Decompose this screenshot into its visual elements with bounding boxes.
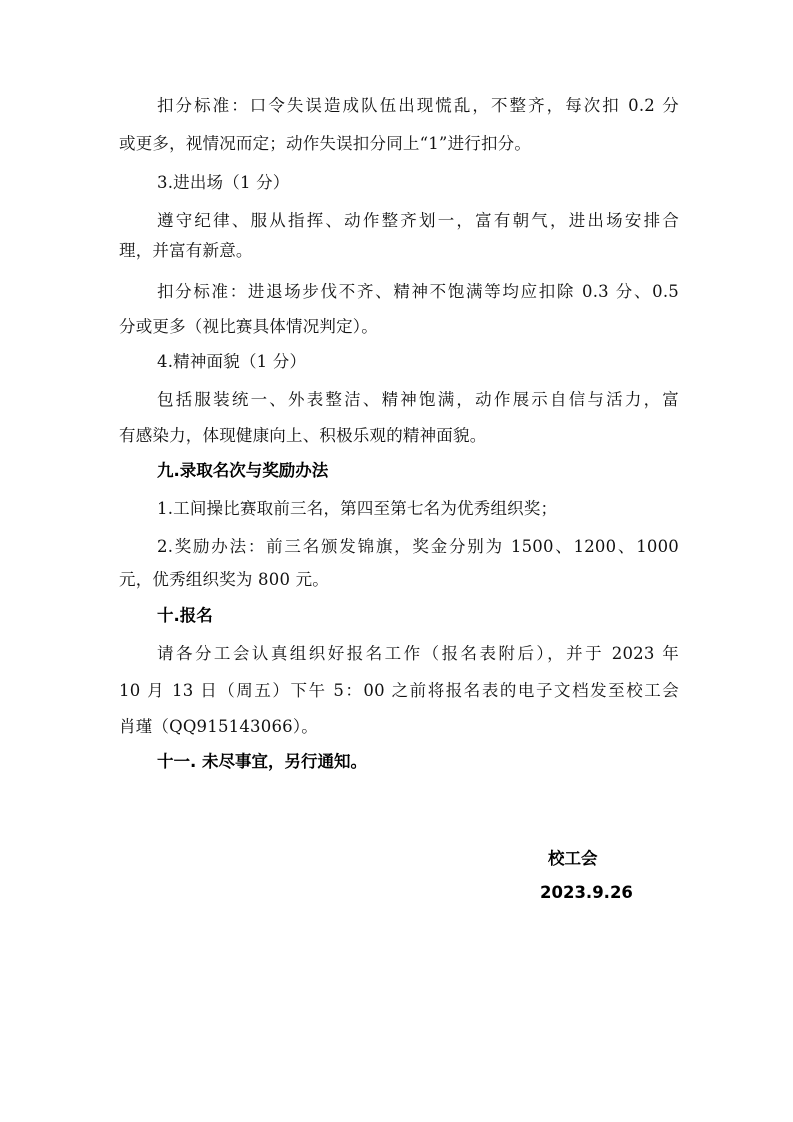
deduction-standard-line-2: 或更多，视情况而定；动作失误扣分同上“1”进行扣分。 xyxy=(119,134,532,153)
ranking-line: 1.工间操比赛取前三名，第四至第七名为优秀组织奖； xyxy=(157,499,558,518)
section-entry-exit-title: 3.进出场（1 分） xyxy=(157,173,290,192)
entry-exit-deduction-line-1: 扣分标准：进退场步伐不齐、精神不饱满等均应扣除 0.3 分、0.5 xyxy=(157,282,679,301)
heading-ranking-rewards: 九.录取名次与奖励办法 xyxy=(157,461,329,480)
reward-line-1: 2.奖励办法：前三名颁发锦旗，奖金分别为 1500、1200、1000 xyxy=(157,537,679,556)
registration-line-2: 10 月 13 日（周五）下午 5：00 之前将报名表的电子文档发至校工会 xyxy=(119,681,679,700)
signature-organization: 校工会 xyxy=(548,849,598,868)
entry-exit-description-line-1: 遵守纪律、服从指挥、动作整齐划一，富有朝气，进出场安排合 xyxy=(157,211,679,230)
heading-registration: 十.报名 xyxy=(157,606,213,625)
heading-other-matters: 十一. 未尽事宜，另行通知。 xyxy=(157,752,368,771)
registration-line-1: 请各分工会认真组织好报名工作（报名表附后），并于 2023 年 xyxy=(157,644,679,663)
entry-exit-description-line-2: 理，并富有新意。 xyxy=(119,241,253,260)
deduction-standard-line-1: 扣分标准：口令失误造成队伍出现慌乱，不整齐，每次扣 0.2 分 xyxy=(157,96,679,115)
section-spirit-title: 4.精神面貌（1 分） xyxy=(157,352,307,371)
reward-line-2: 元，优秀组织奖为 800 元。 xyxy=(119,570,329,589)
entry-exit-deduction-line-2: 分或更多（视比赛具体情况判定）。 xyxy=(119,317,378,336)
spirit-description-line-2: 有感染力，体现健康向上、积极乐观的精神面貌。 xyxy=(119,426,487,445)
spirit-description-line-1: 包括服装统一、外表整洁、精神饱满，动作展示自信与活力，富 xyxy=(157,390,679,409)
signature-date: 2023.9.26 xyxy=(540,883,633,902)
registration-contact-line: 肖瑾（QQ915143066）。 xyxy=(119,717,318,736)
